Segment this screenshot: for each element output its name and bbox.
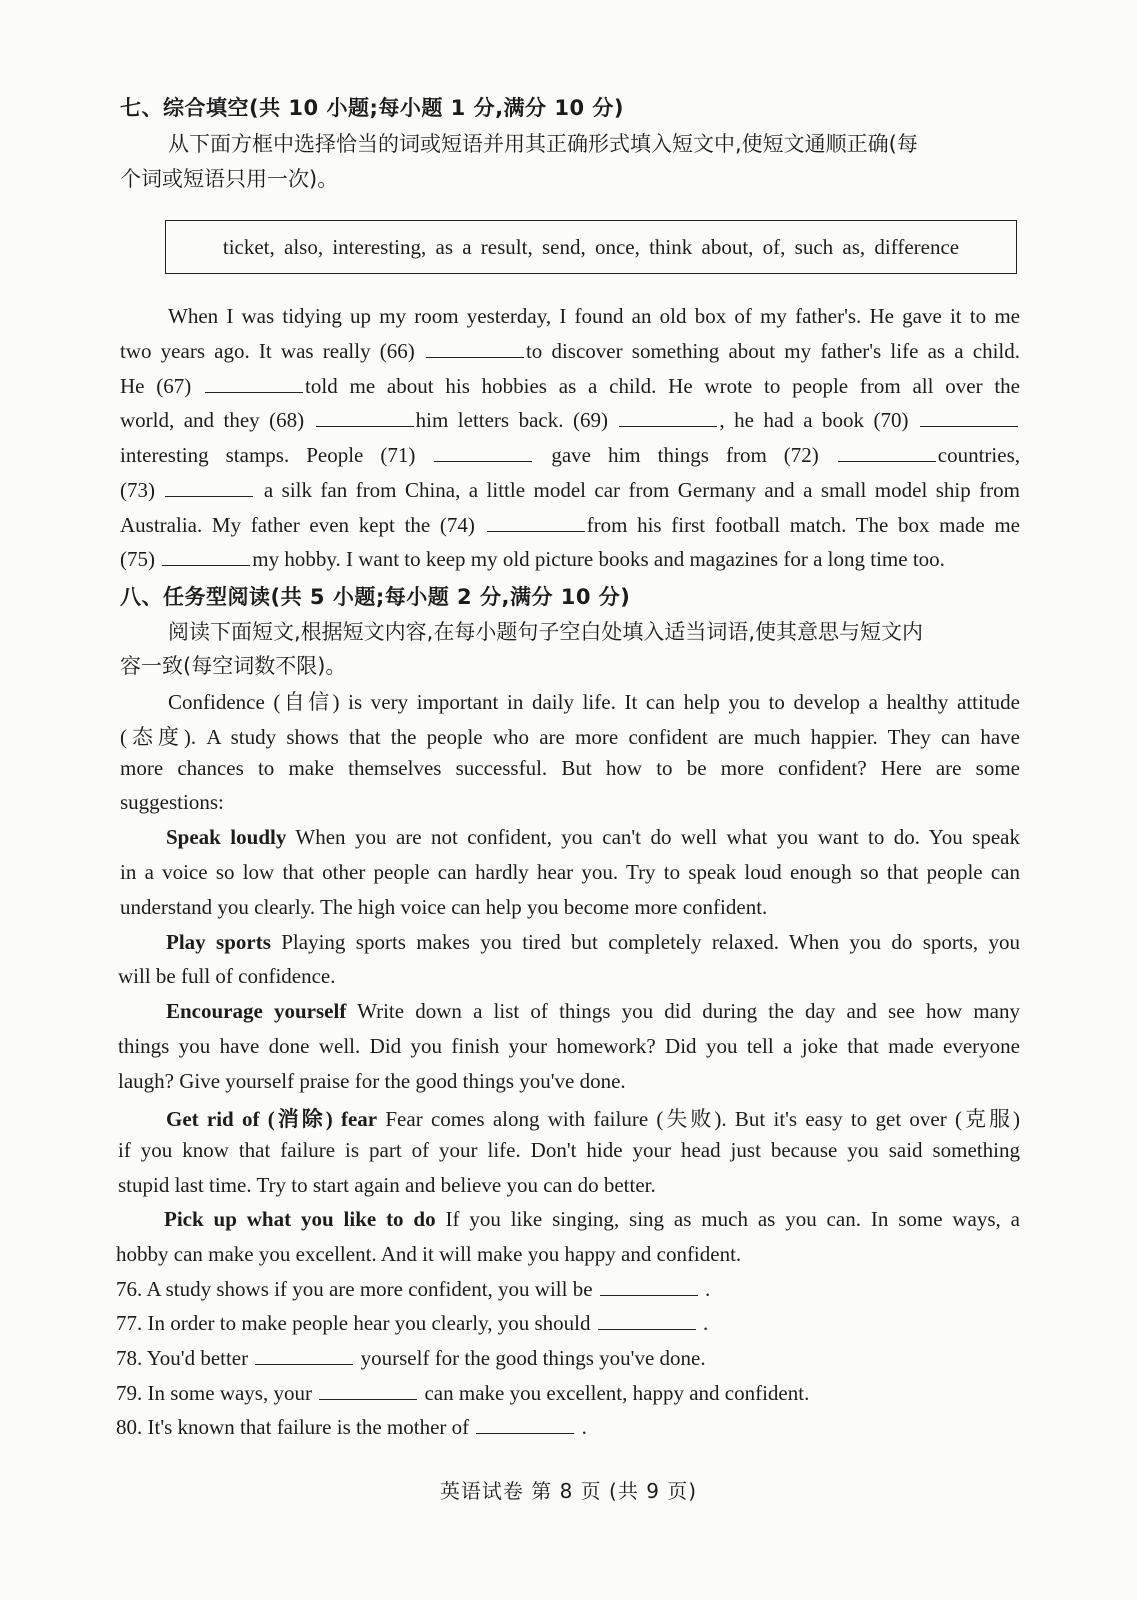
answer-blank-78[interactable] bbox=[255, 1349, 353, 1365]
section-7-instructions-line-2: 个词或短语只用一次)。 bbox=[120, 167, 339, 191]
reading-p2-line-2: in a voice so low that other people can hardly hear you. Try to speak loud enough so that people can bbox=[120, 860, 1020, 884]
passage-line-2: two years ago. It was really (66) to discover something about my father's life as a child. bbox=[120, 339, 1020, 363]
blank-66[interactable] bbox=[426, 342, 524, 358]
reading-p5-line-3: stupid last time. Try to start again and believe you can do better. bbox=[118, 1173, 656, 1197]
reading-p5-line-1: Get rid of (消除) fear Fear comes along with failure (失败). But it's easy to get over (克服) bbox=[166, 1107, 1020, 1131]
reading-p5-line-2: if you know that failure is part of your life. Don't hide your head just because you said something bbox=[118, 1138, 1020, 1162]
passage-line-3: He (67) told me about his hobbies as a child. He wrote to people from all over the bbox=[120, 374, 1020, 398]
answer-blank-80[interactable] bbox=[476, 1418, 574, 1434]
tip-title-play-sports: Play sports bbox=[166, 930, 271, 954]
blank-69[interactable] bbox=[619, 411, 717, 427]
tip-title-encourage-yourself: Encourage yourself bbox=[166, 999, 347, 1023]
reading-p3-line-1: Play sports Playing sports makes you tired but completely relaxed. When you do sports, you bbox=[166, 930, 1020, 954]
section-7-heading: 七、综合填空(共 10 小题;每小题 1 分,满分 10 分) bbox=[120, 96, 624, 120]
blank-75[interactable] bbox=[162, 550, 250, 566]
reading-p6-line-2: hobby can make you excellent. And it will make you happy and confident. bbox=[116, 1242, 742, 1266]
question-80: 80. It's known that failure is the mother of . bbox=[116, 1415, 587, 1439]
blank-71[interactable] bbox=[434, 446, 532, 462]
question-79: 79. In some ways, your can make you excellent, happy and confident. bbox=[116, 1381, 810, 1405]
reading-p4-line-3: laugh? Give yourself praise for the good things you've done. bbox=[118, 1069, 626, 1093]
reading-p1-line-2: (态度). A study shows that the people who are more confident are much happier. They can have bbox=[120, 725, 1020, 749]
answer-blank-76[interactable] bbox=[600, 1280, 698, 1296]
answer-blank-77[interactable] bbox=[598, 1314, 696, 1330]
section-7-instructions-line-1: 从下面方框中选择恰当的词或短语并用其正确形式填入短文中,使短文通顺正确(每 bbox=[168, 132, 918, 156]
section-8-heading: 八、任务型阅读(共 5 小题;每小题 2 分,满分 10 分) bbox=[120, 585, 631, 609]
blank-68[interactable] bbox=[316, 411, 414, 427]
blank-74[interactable] bbox=[487, 516, 585, 532]
passage-line-7: Australia. My father even kept the (74) from his first football match. The box made me bbox=[120, 513, 1020, 537]
blank-73[interactable] bbox=[165, 481, 253, 497]
word-bank-list: ticket, also, interesting, as a result, send, once, think about, of, such as, difference bbox=[222, 234, 960, 259]
tip-title-get-rid-of-fear: Get rid of (消除) fear bbox=[166, 1107, 378, 1131]
reading-p6-line-1: Pick up what you like to do If you like singing, sing as much as you can. In some ways, a bbox=[164, 1207, 1020, 1231]
question-77: 77. In order to make people hear you clearly, you should . bbox=[116, 1311, 709, 1335]
blank-67[interactable] bbox=[205, 377, 303, 393]
reading-p2-line-3: understand you clearly. The high voice can help you become more confident. bbox=[120, 895, 768, 919]
reading-p1-line-3: more chances to make themselves successful. But how to be more confident? Here are some bbox=[120, 756, 1020, 780]
reading-p3-line-2: will be full of confidence. bbox=[118, 964, 336, 988]
blank-70[interactable] bbox=[920, 411, 1018, 427]
word-bank-box bbox=[165, 220, 1017, 274]
question-76: 76. A study shows if you are more confident, you will be . bbox=[116, 1277, 711, 1301]
answer-blank-79[interactable] bbox=[319, 1384, 417, 1400]
reading-p2-line-1: Speak loudly When you are not confident, you can't do well what you want to do. You speak bbox=[166, 825, 1021, 849]
passage-line-5: interesting stamps. People (71) gave him things from (72) countries, bbox=[120, 443, 1020, 467]
tip-title-speak-loudly: Speak loudly bbox=[166, 825, 287, 849]
tip-title-pick-up-what-you-like: Pick up what you like to do bbox=[164, 1207, 436, 1231]
question-78: 78. You'd better yourself for the good things you've done. bbox=[116, 1346, 706, 1370]
reading-p4-line-2: things you have done well. Did you finish your homework? Did you tell a joke that made everyone bbox=[118, 1034, 1020, 1058]
blank-72[interactable] bbox=[838, 446, 936, 462]
reading-p1-line-4: suggestions: bbox=[120, 790, 224, 814]
passage-line-8: (75) my hobby. I want to keep my old picture books and magazines for a long time too. bbox=[120, 547, 945, 571]
passage-line-4: world, and they (68) him letters back. (69) , he had a book (70) bbox=[120, 408, 1020, 433]
passage-line-6: (73) a silk fan from China, a little model car from Germany and a small model ship from bbox=[120, 478, 1020, 502]
page-footer: 英语试卷 第 8 页 (共 9 页) bbox=[439, 1479, 698, 1503]
passage-line-1: When I was tidying up my room yesterday, I found an old box of my father's. He gave it to me bbox=[168, 304, 1020, 328]
reading-p4-line-1: Encourage yourself Write down a list of things you did during the day and see how many bbox=[166, 999, 1020, 1023]
section-8-instructions-line-1: 阅读下面短文,根据短文内容,在每小题句子空白处填入适当词语,使其意思与短文内 bbox=[168, 620, 924, 644]
section-8-instructions-line-2: 容一致(每空词数不限)。 bbox=[120, 654, 347, 678]
reading-p1-line-1: Confidence (自信) is very important in daily life. It can help you to develop a healthy attitude bbox=[168, 690, 1020, 714]
